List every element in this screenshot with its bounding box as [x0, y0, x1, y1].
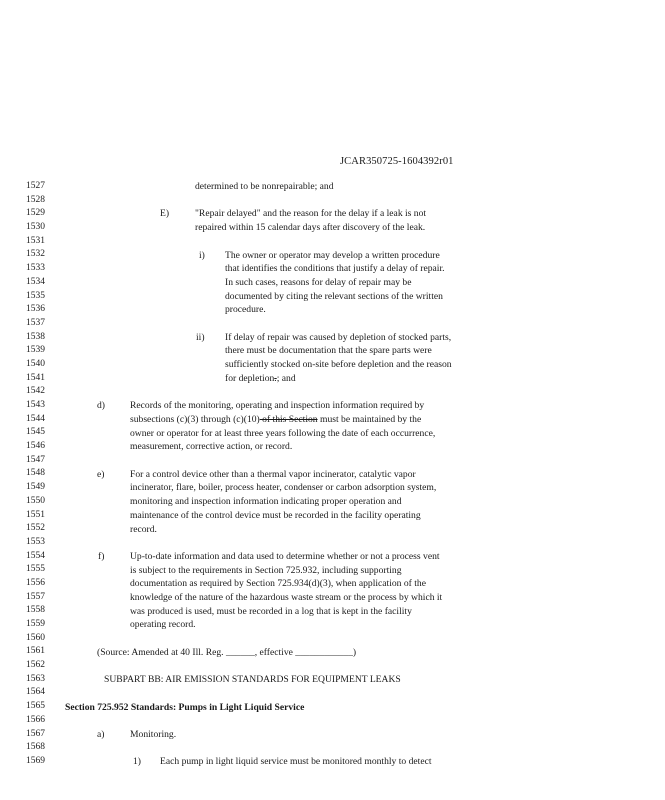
- line-number: 1556: [26, 577, 45, 588]
- subsection-d-text-part: subsections (c)(3) through (c)(10): [130, 413, 260, 425]
- subclause-ii-text-last: [225, 372, 296, 386]
- subsection-label-e: e): [97, 468, 105, 480]
- clause-e-text: "Repair delayed" and the reason for the delay if a leak is not: [195, 208, 427, 220]
- line-number: 1527: [26, 181, 45, 191]
- line-number: 1547: [26, 454, 45, 465]
- subsection-e-text: maintenance of the control device must be recorded in the facility operating: [130, 509, 421, 521]
- line-number: 1549: [26, 482, 45, 493]
- subsection-d-text: [130, 413, 421, 427]
- line-number: 1550: [26, 495, 45, 506]
- subsection-f-text: was produced is used, must be recorded in a log that is kept in the facility: [130, 605, 412, 617]
- subsection-d-text: Records of the monitoring, operating and inspection information required by: [130, 400, 425, 412]
- line-number: 1536: [26, 304, 45, 315]
- subclause-i-text: that identifies the conditions that justify a delay of repair.: [225, 263, 445, 275]
- subsection-f-text: is subject to the requirements in Section 725.932, including supporting: [130, 564, 402, 576]
- struck-text: .: [274, 372, 277, 384]
- subsection-f-text: knowledge of the nature of the hazardous waste stream or the process by which it: [130, 592, 443, 603]
- line-number: 1564: [26, 687, 45, 698]
- line-number: 1563: [26, 673, 45, 684]
- line-number: 1567: [26, 728, 45, 739]
- line-number: 1538: [26, 331, 45, 342]
- subsection-label-d: d): [97, 400, 105, 412]
- line-number: 1557: [26, 591, 45, 602]
- line-number: 1560: [26, 632, 45, 643]
- line-number: 1544: [26, 413, 45, 424]
- subsection-label-a: a): [97, 729, 105, 740]
- paragraph-label-1: 1): [133, 756, 141, 768]
- line-number: 1529: [26, 208, 45, 219]
- subclause-i-text: procedure.: [225, 304, 266, 316]
- line-number: 1545: [26, 427, 45, 438]
- line-number: 1532: [26, 249, 45, 260]
- subsection-f-text: operating record.: [130, 619, 196, 631]
- subpart-title: SUBPART BB: AIR EMISSION STANDARDS FOR EQUIPMENT LEAKS: [104, 674, 401, 686]
- line-number: 1569: [26, 755, 45, 766]
- line-number: 1551: [26, 509, 45, 520]
- subsection-e-text: incinerator, flare, boiler, process heater, condenser or carbon adsorption system,: [130, 482, 437, 494]
- section-heading: Section 725.952 Standards: Pumps in Light Liquid Service: [65, 701, 305, 713]
- line-number: 1539: [26, 345, 45, 356]
- clause-continuation-text: determined to be nonrepairable; and: [195, 181, 334, 192]
- line-number: 1553: [26, 536, 45, 547]
- line-number: 1546: [26, 441, 45, 452]
- subsection-f-text: documentation as required by Section 725.934(d)(3), when application of the: [130, 578, 426, 590]
- line-number: 1554: [26, 550, 45, 561]
- subsection-e-text: monitoring and inspection information indicating proper operation and: [130, 496, 402, 508]
- subclause-label-ii: ii): [196, 331, 205, 343]
- subclause-i-text: The owner or operator may develop a written procedure: [225, 249, 440, 261]
- line-number-column: [26, 180, 66, 769]
- subsection-d-text: measurement, corrective action, or record.: [130, 441, 293, 453]
- line-number: 1558: [26, 605, 45, 616]
- subclause-ii-text: If delay of repair was caused by depletion of stocked parts,: [225, 331, 452, 343]
- subsection-d-text-part: must be maintained by the: [317, 413, 422, 425]
- subclause-i-text: In such cases, reasons for delay of repair may be: [225, 276, 412, 288]
- subclause-ii-text-part: for depletion: [225, 372, 275, 384]
- line-number: 1565: [26, 701, 45, 712]
- line-number: 1548: [26, 468, 45, 479]
- line-number: 1559: [26, 619, 45, 629]
- subsection-label-f: f): [98, 550, 105, 562]
- line-number: 1534: [26, 276, 45, 287]
- line-number: 1568: [26, 742, 45, 753]
- line-number: 1543: [26, 400, 45, 410]
- subclause-ii-text: there must be documentation that the spare parts were: [225, 345, 432, 357]
- line-number: 1531: [26, 235, 45, 246]
- clause-label-e-upper: E): [160, 208, 170, 220]
- subsection-e-text: For a control device other than a thermal vapor incinerator, catalytic vapor: [130, 468, 416, 480]
- subsection-a-text: Monitoring.: [130, 729, 177, 740]
- document-id: JCAR350725-1604392r01: [340, 156, 454, 167]
- line-number: 1562: [26, 660, 45, 671]
- line-number: 1528: [26, 194, 45, 205]
- subsection-e-text: record.: [130, 523, 157, 535]
- line-number: 1537: [26, 317, 45, 328]
- line-number: 1533: [26, 263, 45, 274]
- subclause-label-i: i): [199, 249, 205, 261]
- subsection-f-text: Up-to-date information and data used to determine whether or not a process vent: [130, 550, 440, 562]
- clause-e-text: repaired within 15 calendar days after discovery of the leak.: [195, 222, 426, 234]
- subsection-d-text: owner or operator for at least three years following the date of each occurrence,: [130, 427, 436, 439]
- line-number: 1542: [26, 386, 45, 397]
- line-number: 1535: [26, 290, 45, 301]
- paragraph-1-text: Each pump in light liquid service must be monitored monthly to detect: [160, 756, 432, 768]
- struck-text: of this Section: [259, 413, 318, 425]
- line-number: 1530: [26, 222, 45, 233]
- line-number: 1540: [26, 358, 45, 369]
- line-number: 1541: [26, 372, 45, 383]
- line-number: 1555: [26, 564, 45, 575]
- subclause-i-text: documented by citing the relevant sections of the written: [225, 290, 443, 302]
- source-note: (Source: Amended at 40 Ill. Reg. ______, effective ____________): [97, 646, 357, 658]
- line-number: 1552: [26, 523, 45, 534]
- subclause-ii-text: sufficiently stocked on-site before depletion and the reason: [225, 359, 452, 371]
- line-number: 1561: [26, 646, 45, 657]
- line-number: 1566: [26, 714, 45, 725]
- inserted-text: ; and: [276, 372, 296, 384]
